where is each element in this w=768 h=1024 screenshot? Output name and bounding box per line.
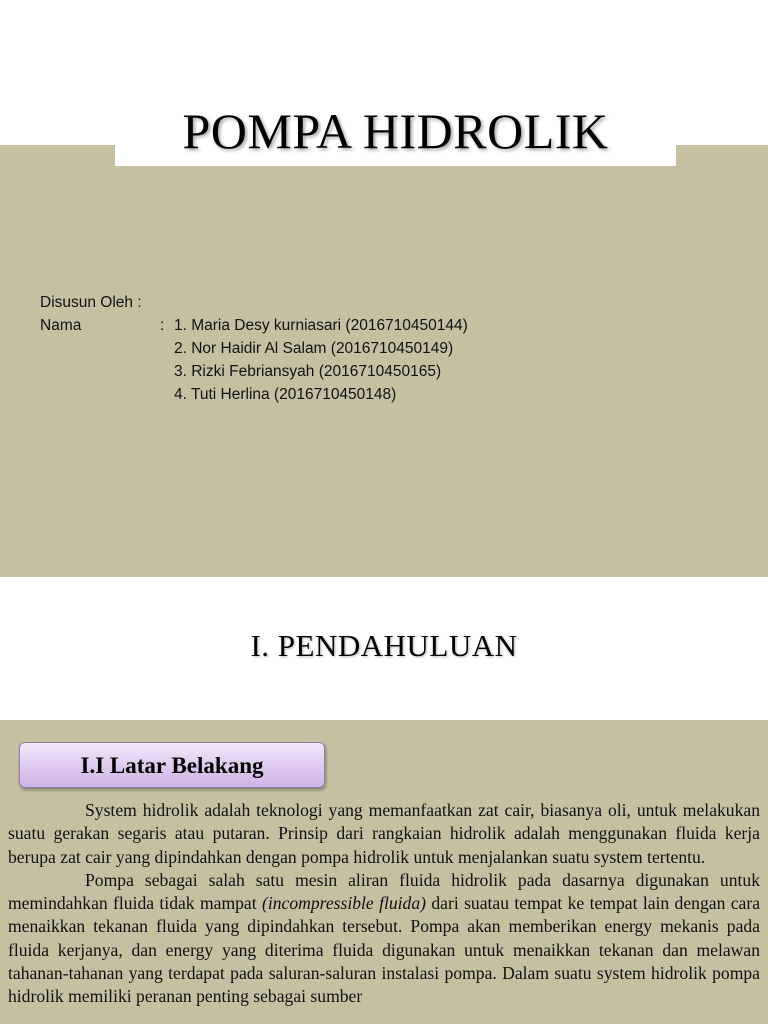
title-box bbox=[115, 96, 676, 166]
page-title: POMPA HIDROLIK bbox=[182, 103, 609, 159]
nama-row bbox=[40, 314, 468, 406]
member-list bbox=[174, 314, 468, 406]
paragraph-1: System hidrolik adalah teknologi yang memanfaatkan zat cair, biasanya oli, untuk melakukan suatu gerakan segaris atau putaran. Prinsip dari rangkaian hidrolik adalah menggunakan fluida kerja berupa zat cair yang dipindahkan dengan pompa hidrolik untuk menjalankan suatu system tertentu. bbox=[8, 800, 760, 867]
member-item: 2. Nor Haidir Al Salam (2016710450149) bbox=[174, 340, 454, 357]
body-text bbox=[8, 799, 760, 1009]
authors-block bbox=[40, 291, 468, 406]
paragraph-2-start: Pompa sebagai salah satu mesin aliran fluida hidrolik pada dasarnya digunakan untuk memindahkan fluida tidak mampat bbox=[8, 869, 760, 914]
member-item: 1. Maria Desy kurniasari (2016710450144) bbox=[174, 317, 468, 334]
paragraph-2-end: dari suatau tempat ke tempat lain dengan cara menaikkan tekanan fluida yang dipindahkan tersebut. Pompa akan memberikan energy mekanis pada fluida kerjanya, dan energy yang diterima fluida digunakan untuk menaikkan tekanan dan melawan tahanan-tahanan yang terdapat pada saluran-saluran instalasi pompa. Dalam suatu system hidrolik pompa hidrolik memiliki peranan penting sebagai sumber bbox=[8, 893, 761, 1007]
paragraph-2-italic: (incompressible fluida) bbox=[262, 893, 427, 914]
member-item: 3. Rizki Febriansyah (2016710450165) bbox=[174, 363, 442, 380]
paragraph-2 bbox=[8, 869, 760, 1009]
nama-label: Nama bbox=[40, 317, 82, 334]
disusun-label: Disusun Oleh : bbox=[40, 294, 142, 311]
nama-colon: : bbox=[160, 317, 165, 334]
member-item: 4. Tuti Herlina (2016710450148) bbox=[174, 386, 397, 403]
section-heading: I. PENDAHULUAN bbox=[250, 628, 518, 663]
subheading-box: I.I Latar Belakang bbox=[19, 742, 325, 788]
